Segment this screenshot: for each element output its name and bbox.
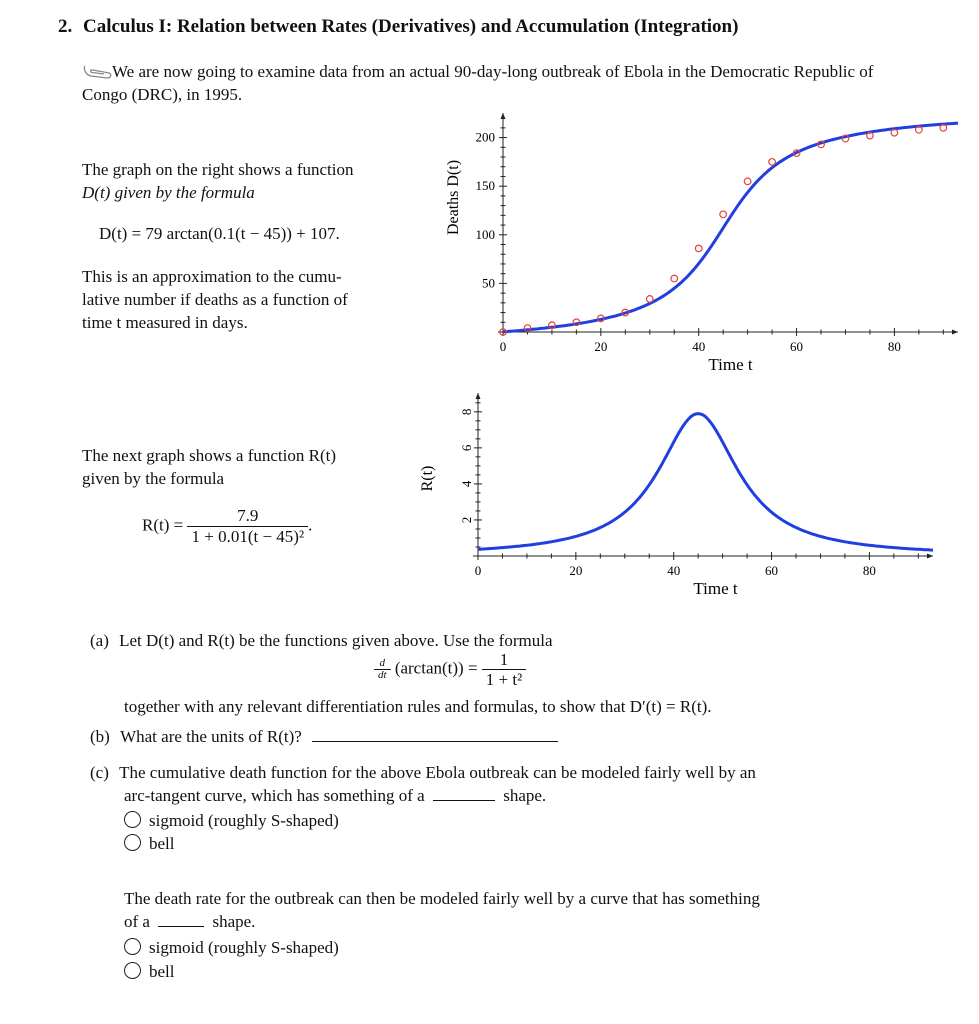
question-a-line1: Let D(t) and R(t) be the functions given above. Use the formula [119,631,553,650]
option-sigmoid-2[interactable] [124,936,339,959]
y-tick-label: 8 [459,408,474,416]
radio-sigmoid-2[interactable] [124,938,141,955]
option-bell-2[interactable] [124,960,175,983]
paperclip-icon [82,63,112,79]
y-tick-label: 4 [459,480,474,488]
option-sigmoid-1[interactable] [124,809,339,832]
option-sigmoid-1-label: sigmoid (roughly S-shaped) [149,811,339,830]
problem-title-text: Calculus I: Relation between Rates (Derivatives) and Accumulation (Integration) [83,16,739,37]
intro-paragraph [82,60,922,106]
data-point [769,159,776,166]
option-sigmoid-2-label: sigmoid (roughly S-shaped) [149,938,339,957]
r-formula-lhs: R(t) = [142,515,184,535]
intro-text: We are now going to examine data from an actual 90-day-long outbreak of Ebola in the Democratic Republic of Congo (DRC), in 1995. [82,62,874,104]
d-dt-operator [374,658,391,681]
option-bell-2-label: bell [149,962,175,981]
y-tick-label: 6 [459,444,474,452]
question-c-line2a: arc-tangent curve, which has something of a [124,786,425,805]
d-dt-numerator: d [379,657,386,669]
r-formula [142,506,312,547]
y-tick-label: 2 [459,516,474,524]
arctan-derivative-mid: (arctan(t)) = [394,658,478,678]
x-axis-label: Time t [693,579,738,598]
x-tick-label: 20 [569,563,583,578]
problem-title [58,16,738,38]
rate-chart [410,385,950,615]
y-axis-label: Deaths D(t) [445,159,462,236]
x-axis-arrow [952,330,958,335]
x-axis-label: Time t [708,355,753,374]
x-tick-label: 0 [499,339,507,354]
data-point [695,245,702,252]
arctan-derivative-formula [374,650,526,689]
question-a-label: (a) [90,631,109,650]
series-curve-0 [503,123,958,332]
question-b-text: What are the units of R(t)? [120,727,302,746]
d-formula: D(t) = 79 arctan(0.1(t − 45)) + 107. [99,224,340,243]
y-tick-label: 50 [482,275,495,291]
question-b-label: (b) [90,727,110,746]
series-curve-0 [478,414,933,550]
question-c-line3: The death rate for the outbreak can then be modeled fairly well by a curve that has something [124,889,760,908]
y-tick-label: 200 [475,129,495,145]
d-description [82,158,422,204]
x-tick-label: 80 [887,339,901,354]
r-line1: The next graph shows a function R(t) [82,446,336,465]
x-tick-label: 0 [474,563,482,578]
question-c-line4a: of a [124,912,150,931]
r-line2: given by the formula [82,469,225,488]
arctan-fraction-num: 1 [499,650,509,669]
problem-number: 2. [58,16,73,37]
radio-bell-1[interactable] [124,834,141,851]
d-dt-denominator: dt [374,669,391,681]
question-b [90,725,558,748]
arctan-fraction-den: 1 + t² [482,669,526,689]
x-tick-label: 40 [692,339,706,354]
units-answer-blank[interactable] [312,741,558,742]
arctan-derivative-fraction [482,650,526,689]
d-line1: The graph on the right shows a function [82,160,354,179]
r-description [82,444,422,490]
data-point [891,129,898,136]
question-c-line2 [124,784,546,807]
option-bell-1[interactable] [124,832,175,855]
y-axis-arrow [476,393,481,399]
question-a [90,629,553,652]
r-formula-fraction [187,506,308,547]
d-desc1: This is an approximation to the cumu- [82,267,342,286]
x-tick-label: 60 [790,339,804,354]
radio-sigmoid-1[interactable] [124,811,141,828]
question-c-label: (c) [90,763,109,782]
x-tick-label: 40 [667,563,681,578]
r-formula-numerator: 7.9 [237,506,259,525]
question-c [90,761,756,784]
d-approx-text [82,265,422,334]
d-desc3: time t measured in days. [82,313,248,332]
x-tick-label: 20 [594,339,608,354]
y-tick-label: 150 [475,178,495,194]
x-tick-label: 80 [862,563,876,578]
d-line2: D(t) given by the formula [82,183,255,202]
cumulative-shape-blank[interactable] [433,800,495,801]
deaths-chart [430,108,970,383]
option-bell-1-label: bell [149,834,175,853]
x-tick-label: 60 [765,563,779,578]
x-axis-arrow [927,554,933,559]
y-axis-arrow [501,113,506,119]
question-c-line4b: shape. [212,912,256,931]
r-formula-denominator: 1 + 0.01(t − 45)² [187,526,308,547]
question-c-line4 [124,910,255,933]
question-a-line2: together with any relevant differentiation rules and formulas, to show that D′(t) = R(t). [124,697,712,716]
data-point [720,211,727,218]
rate-shape-blank[interactable] [158,926,204,927]
data-point [646,296,653,303]
question-c-line2b: shape. [503,786,547,805]
r-formula-end: . [308,515,313,535]
d-desc2: lative number if deaths as a function of [82,290,348,309]
radio-bell-2[interactable] [124,962,141,979]
y-axis-label: R(t) [419,465,436,492]
data-point [744,178,751,185]
y-tick-label: 100 [475,226,495,242]
question-c-line1: The cumulative death function for the above Ebola outbreak can be modeled fairly well by an [119,763,756,782]
data-point [671,275,678,282]
